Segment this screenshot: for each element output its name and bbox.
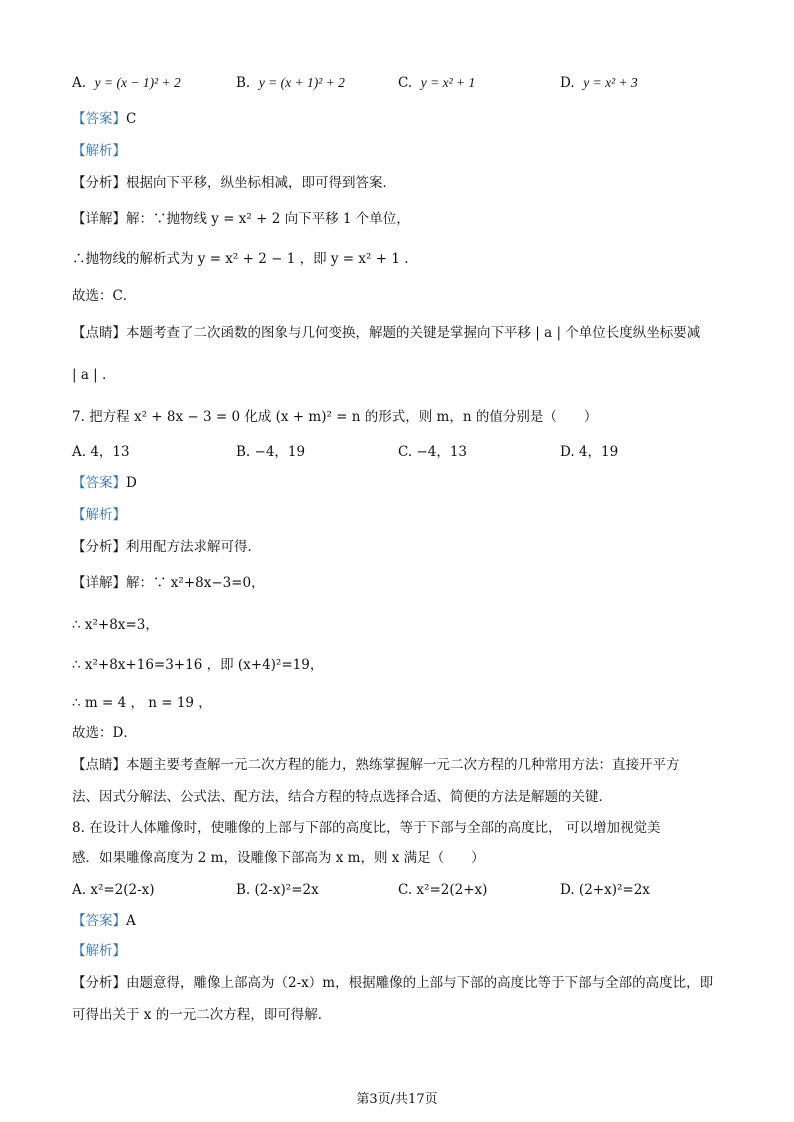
q7-option-c: C. −4，13 bbox=[398, 444, 468, 460]
q7-dianjing-1: 【点睛】本题主要考查解一元二次方程的能力，熟练掌握解一元二次方程的几种常用方法：直接开平方 bbox=[72, 757, 680, 773]
q6-detail-1: 【详解】解：∵抛物线 y = x² + 2 向下平移 1 个单位， bbox=[72, 211, 410, 227]
q8-question-1: 8. 在设计人体雕像时，使雕像的上部与下部的高度比，等于下部与全部的高度比， 可以增加视觉美 bbox=[72, 820, 661, 836]
answer-tag: 【答案】 bbox=[72, 475, 126, 491]
q6-dianjing-1: 【点睛】本题考查了二次函数的图象与几何变换，解题的关键是掌握向下平移 | a | 个单位长度纵坐标要减 bbox=[72, 325, 701, 341]
q8-fenxi-2: 可得出关于 x 的一元二次方程，即可得解． bbox=[72, 1007, 332, 1023]
q6-detail-2: ∴抛物线的解析式为 y = x² + 2 − 1 ，即 y = x² + 1 . bbox=[72, 251, 409, 267]
q6-answer bbox=[72, 110, 136, 128]
page-footer: 第3页/共17页 bbox=[356, 1092, 438, 1107]
q8-option-b: B. (2-x)²=2x bbox=[236, 882, 319, 898]
q7-detail-1: 【详解】解：∵ x²+8x−3=0， bbox=[72, 575, 265, 591]
q7-detail-2: ∴ x²+8x=3， bbox=[72, 617, 159, 633]
q7-option-d: D. 4，19 bbox=[560, 444, 619, 460]
q8-option-d: D. (2+x)²=2x bbox=[560, 882, 650, 898]
q6-option-a: A. y = (x − 1)² + 2 bbox=[72, 75, 181, 91]
q7-option-b: B. −4，19 bbox=[236, 444, 306, 460]
answer-tag: 【答案】 bbox=[72, 111, 126, 127]
answer-value: A bbox=[126, 913, 136, 929]
answer-value: D bbox=[126, 475, 137, 491]
q6-fenxi: 【分析】根据向下平移，纵坐标相减，即可得到答案． bbox=[72, 175, 396, 191]
q8-question-2: 感．如果雕像高度为 2 m，设雕像下部高为 x m，则 x 满足（ ） bbox=[72, 850, 485, 866]
q7-question: 7. 把方程 x² + 8x − 3 = 0 化成 (x + m)² = n 的形式，则 m，n 的值分别是（ ） bbox=[72, 409, 598, 425]
q6-option-d: D. y = x² + 3 bbox=[560, 75, 638, 91]
q6-dianjing-2: | a | . bbox=[72, 367, 107, 383]
q8-answer bbox=[72, 912, 136, 930]
q8-option-c: C. x²=2(2+x) bbox=[398, 882, 488, 898]
q8-option-a: A. x²=2(2-x) bbox=[72, 882, 155, 898]
q7-dianjing-2: 法、因式分解法、公式法、配方法，结合方程的特点选择合适、简便的方法是解题的关键． bbox=[72, 789, 612, 805]
q7-option-a: A. 4，13 bbox=[72, 444, 130, 460]
q8-analysis-tag: 【解析】 bbox=[72, 943, 126, 959]
answer-value: C bbox=[126, 111, 137, 127]
q6-choose: 故选：C． bbox=[72, 288, 137, 304]
q7-detail-3: ∴ x²+8x+16=3+16 ，即 (x+4)²=19， bbox=[72, 657, 324, 673]
q7-answer bbox=[72, 474, 137, 492]
q6-option-c: C. y = x² + 1 bbox=[398, 75, 476, 91]
q7-fenxi: 【分析】利用配方法求解可得． bbox=[72, 539, 261, 555]
q6-option-b: B. y = (x + 1)² + 2 bbox=[236, 75, 345, 91]
q8-fenxi-1: 【分析】由题意得，雕像上部高为（2-x）m，根据雕像的上部与下部的高度比等于下部与全部的高度比，即 bbox=[72, 975, 714, 991]
q6-analysis-tag: 【解析】 bbox=[72, 143, 126, 159]
q7-detail-4: ∴ m = 4 ， n = 19 ， bbox=[72, 695, 212, 711]
q7-choose: 故选：D． bbox=[72, 725, 137, 741]
answer-tag: 【答案】 bbox=[72, 913, 126, 929]
q7-analysis-tag: 【解析】 bbox=[72, 507, 126, 523]
